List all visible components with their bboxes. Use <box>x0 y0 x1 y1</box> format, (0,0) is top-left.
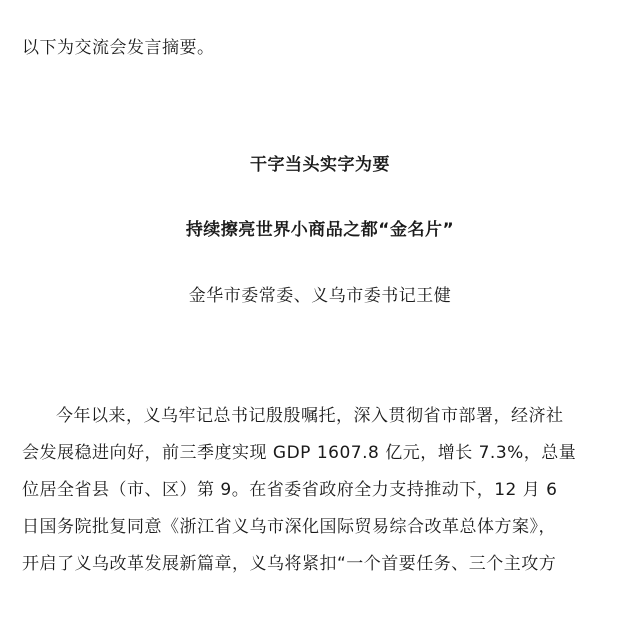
body-line-5: 开启了义乌改革发展新篇章，义乌将紧扣“一个首要任务、三个主攻方 <box>22 554 557 574</box>
body-line-1: 今年以来，义乌牢记总书记殷殷嘱托，深入贯彻省市部署，经济社 <box>56 406 564 426</box>
body-line-2: 会发展稳进向好，前三季度实现 GDP 1607.8 亿元，增长 7.3%，总量 <box>22 443 577 463</box>
intro-text: 以下为交流会发言摘要。 <box>22 38 215 58</box>
body-line-4: 日国务院批复同意《浙江省义乌市深化国际贸易综合改革总体方案》， <box>22 517 556 537</box>
article-title-line-1: 干字当头实字为要 <box>250 155 390 175</box>
article-author: 金华市委常委、义乌市委书记王健 <box>188 286 452 306</box>
article-body <box>22 398 622 583</box>
body-line-3: 位居全省县（市、区）第 9。在省委省政府全力支持推动下，12 月 6 <box>22 480 558 500</box>
article-title-line-2: 持续擦亮世界小商品之都“金名片” <box>185 220 455 240</box>
